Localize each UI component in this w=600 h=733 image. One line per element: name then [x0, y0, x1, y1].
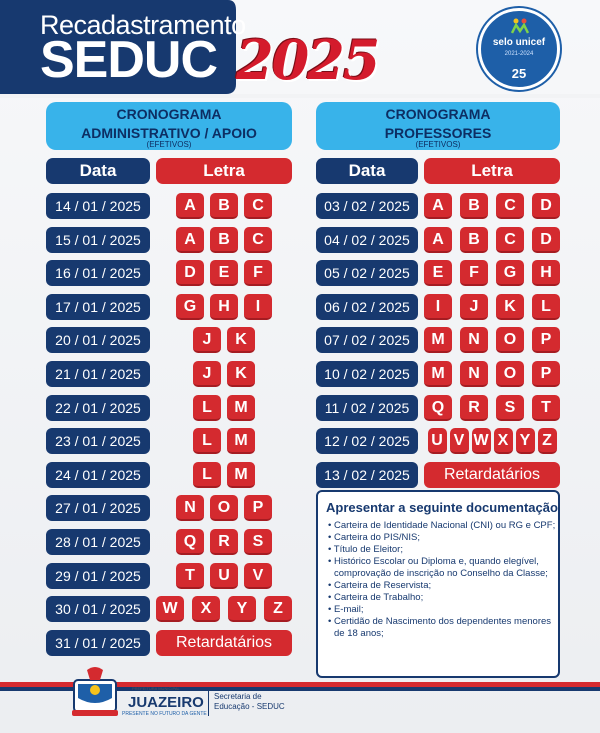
letter-tile: I [424, 294, 452, 320]
footer-divider [208, 690, 209, 716]
schedule-date: 23 / 01 / 2025 [46, 428, 150, 454]
letter-tile: U [428, 428, 447, 454]
document-item: • Carteira de Trabalho; [326, 592, 556, 604]
schedule-date: 17 / 01 / 2025 [46, 294, 150, 320]
letter-tile: M [424, 327, 452, 353]
letter-tile: Z [264, 596, 292, 622]
letter-tile: H [210, 294, 238, 320]
letter-tile: V [450, 428, 469, 454]
admin-col-data: Data [46, 158, 150, 184]
admin-section-title [46, 102, 292, 150]
document-item: • Título de Eleitor; [326, 544, 556, 556]
footer-secretaria-line2: Educação - SEDUC [214, 702, 285, 711]
letter-tile: B [210, 193, 238, 219]
schedule-date: 20 / 01 / 2025 [46, 327, 150, 353]
letter-tile: C [496, 193, 524, 219]
retardatarios-label: Retardatários [424, 462, 560, 488]
schedule-date: 15 / 01 / 2025 [46, 227, 150, 253]
prof-title-line2: PROFESSORES [384, 125, 492, 141]
footer-city: JUAZEIRO [128, 694, 204, 711]
letter-tile: L [193, 462, 221, 488]
letter-tile: C [244, 193, 272, 219]
header-subtitle: Recadastramento [40, 10, 246, 40]
footer-prefeitura: PREFEITURA MUNICIPAL [132, 686, 180, 691]
letter-tile: B [460, 227, 488, 253]
admin-col-letra: Letra [156, 158, 292, 184]
year-label: 2025 [236, 28, 379, 92]
letter-tile: S [496, 395, 524, 421]
letter-tile: M [424, 361, 452, 387]
schedule-date: 07 / 02 / 2025 [316, 327, 418, 353]
letter-tile: Y [228, 596, 256, 622]
letter-tile: M [227, 395, 255, 421]
letter-tile: G [496, 260, 524, 286]
letter-tile: B [460, 193, 488, 219]
footer-secretaria-line1: Secretaria de [214, 692, 262, 701]
schedule-date: 03 / 02 / 2025 [316, 193, 418, 219]
letter-tile: K [227, 361, 255, 387]
letter-tile: Q [424, 395, 452, 421]
letter-tile: X [494, 428, 513, 454]
letter-tile: T [532, 395, 560, 421]
seal-label: selo unicef [492, 37, 546, 48]
admin-title-line2: ADMINISTRATIVO / APOIO [81, 125, 257, 141]
letter-tile: E [424, 260, 452, 286]
letter-tile: S [244, 529, 272, 555]
letter-tile: N [176, 495, 204, 521]
juazeiro-coat-of-arms-icon [70, 666, 120, 720]
letter-tile: D [532, 193, 560, 219]
schedule-date: 21 / 01 / 2025 [46, 361, 150, 387]
schedule-date: 30 / 01 / 2025 [46, 596, 150, 622]
letter-tile: E [210, 260, 238, 286]
schedule-date: 04 / 02 / 2025 [316, 227, 418, 253]
header-title: SEDUC [40, 31, 218, 89]
admin-subtitle: (EFETIVOS) [146, 140, 192, 149]
letter-tile: L [193, 428, 221, 454]
document-item: • Carteira de Identidade Nacional (CNI) ou RG e CPF; [326, 520, 556, 532]
schedule-date: 12 / 02 / 2025 [316, 428, 418, 454]
document-item: • E-mail; [326, 604, 556, 616]
letter-tile: K [227, 327, 255, 353]
prof-subtitle: (EFETIVOS) [415, 140, 461, 149]
letter-tile: W [472, 428, 491, 454]
schedule-date: 16 / 01 / 2025 [46, 260, 150, 286]
letter-tile: Z [538, 428, 557, 454]
footer-tagline: PRESENTE NO FUTURO DA GENTE [122, 711, 207, 717]
documents-title: Apresentar a seguinte documentação [326, 500, 558, 515]
letter-tile: C [244, 227, 272, 253]
letter-tile: B [210, 227, 238, 253]
letter-tile: U [210, 563, 238, 589]
prof-col-data: Data [316, 158, 418, 184]
letter-tile: X [192, 596, 220, 622]
document-item: • Certidão de Nascimento dos dependentes menores de 18 anos; [326, 616, 556, 640]
schedule-date: 22 / 01 / 2025 [46, 395, 150, 421]
schedule-date: 24 / 01 / 2025 [46, 462, 150, 488]
letter-tile: N [460, 327, 488, 353]
letter-tile: R [460, 395, 488, 421]
letter-tile: A [424, 227, 452, 253]
letter-tile: R [210, 529, 238, 555]
letter-tile: F [244, 260, 272, 286]
letter-tile: Y [516, 428, 535, 454]
schedule-date: 06 / 02 / 2025 [316, 294, 418, 320]
letter-tile: G [176, 294, 204, 320]
schedule-date: 11 / 02 / 2025 [316, 395, 418, 421]
prof-title-line1: CRONOGRAMA [385, 106, 491, 122]
seal-number: 25 [511, 66, 527, 81]
letter-tile: D [176, 260, 204, 286]
prof-section-title [316, 102, 560, 150]
unicef-seal [478, 8, 560, 90]
schedule-date: 28 / 01 / 2025 [46, 529, 150, 555]
schedule-date: 13 / 02 / 2025 [316, 462, 418, 488]
letter-tile: H [532, 260, 560, 286]
letter-tile: L [532, 294, 560, 320]
schedule-date: 10 / 02 / 2025 [316, 361, 418, 387]
letter-tile: J [193, 327, 221, 353]
letter-tile: O [496, 361, 524, 387]
letter-tile: O [496, 327, 524, 353]
letter-tile: V [244, 563, 272, 589]
footer-secretaria [214, 692, 285, 712]
letter-tile: P [532, 361, 560, 387]
schedule-date: 14 / 01 / 2025 [46, 193, 150, 219]
prof-col-letra: Letra [424, 158, 560, 184]
letter-tile: J [193, 361, 221, 387]
letter-tile: I [244, 294, 272, 320]
letter-tile: A [176, 227, 204, 253]
letter-tile: M [227, 462, 255, 488]
document-item: • Carteira de Reservista; [326, 580, 556, 592]
children-icon [511, 17, 529, 35]
letter-tile: M [227, 428, 255, 454]
schedule-date: 31 / 01 / 2025 [46, 630, 150, 656]
letter-tile: W [156, 596, 184, 622]
admin-title-line1: CRONOGRAMA [116, 106, 222, 122]
letter-tile: A [176, 193, 204, 219]
letter-tile: C [496, 227, 524, 253]
schedule-date: 29 / 01 / 2025 [46, 563, 150, 589]
documents-box [316, 490, 560, 678]
letter-tile: K [496, 294, 524, 320]
letter-tile: P [532, 327, 560, 353]
retardatarios-label: Retardatários [156, 630, 292, 656]
letter-tile: A [424, 193, 452, 219]
schedule-date: 27 / 01 / 2025 [46, 495, 150, 521]
letter-tile: Q [176, 529, 204, 555]
letter-tile: T [176, 563, 204, 589]
letter-tile: P [244, 495, 272, 521]
documents-list [326, 520, 556, 640]
letter-tile: O [210, 495, 238, 521]
document-item: • Histórico Escolar ou Diploma e, quando elegível, comprovação de inscrição no Conselho da Classe; [326, 556, 556, 580]
letter-tile: N [460, 361, 488, 387]
letter-tile: L [193, 395, 221, 421]
schedule-date: 05 / 02 / 2025 [316, 260, 418, 286]
letter-tile: F [460, 260, 488, 286]
letter-tile: D [532, 227, 560, 253]
document-item: • Carteira do PIS/NIS; [326, 532, 556, 544]
letter-tile: J [460, 294, 488, 320]
seal-edition: 2021-2024 [504, 51, 534, 57]
